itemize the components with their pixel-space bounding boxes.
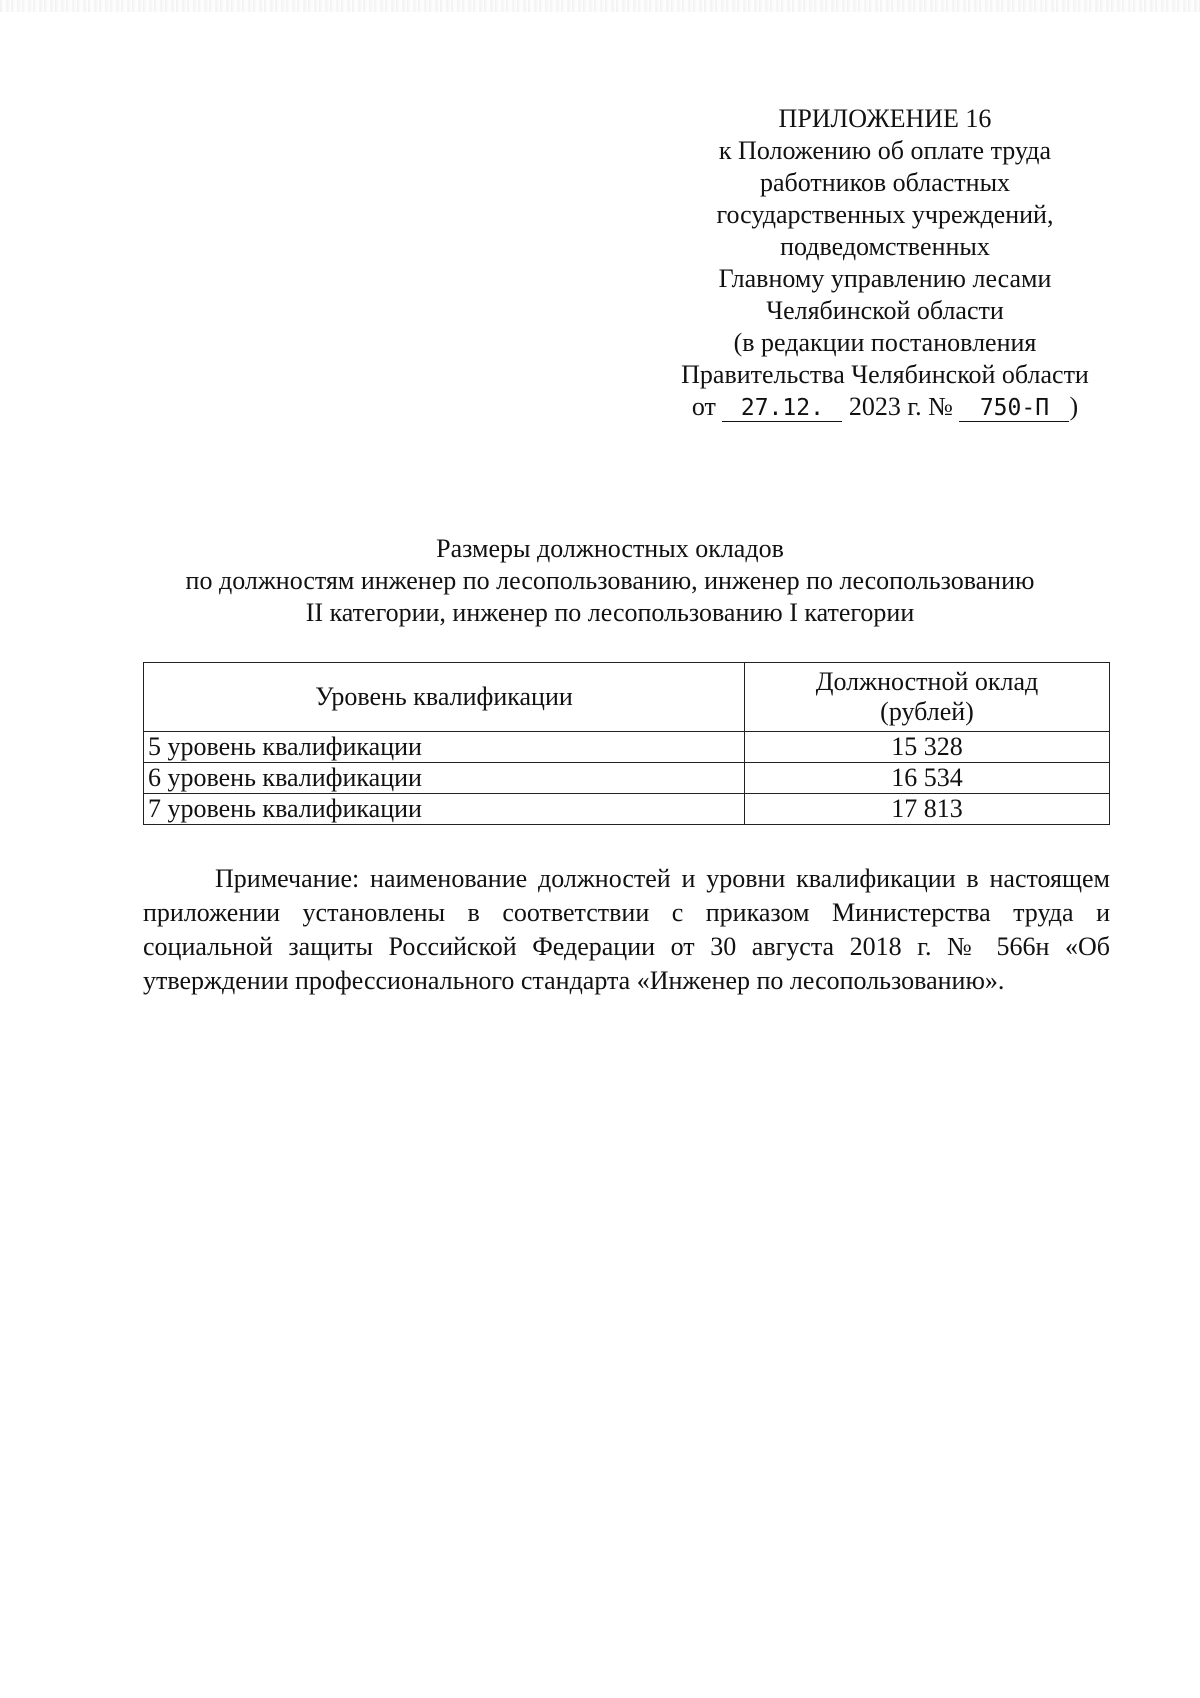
qualification-level-cell: 6 уровень квалификации	[144, 763, 745, 794]
header-salary-unit: (рублей)	[880, 697, 974, 726]
salary-amount-cell: 16 534	[745, 763, 1110, 794]
year-text: 2023 г. №	[848, 392, 953, 421]
document-heading	[120, 533, 1100, 629]
header-salary	[745, 663, 1110, 732]
resolution-number: 750-П	[959, 395, 1069, 422]
header-qualification-level: Уровень квалификации	[144, 663, 745, 732]
heading-line: по должностям инженер по лесопользованию, инженер по лесопользованию	[185, 566, 1035, 595]
heading-line: II категории, инженер по лесопользованию I категории	[305, 598, 915, 627]
appendix-line: государственных учреждений,	[716, 200, 1054, 229]
note-paragraph: Примечание: наименование должностей и уровни квалификации в настоящем приложении установлены в соответствии с приказом Министерства труда и социальной защиты Российской Федерации от 30 августа 2018 г. № 566н «Об утверждении профессионального стандарта «Инженер по лесопользованию».	[143, 864, 1110, 995]
date-value: 27.12.	[722, 395, 842, 422]
appendix-line: подведомственных	[780, 232, 990, 261]
date-prefix: от	[691, 392, 716, 421]
qualification-level-cell: 5 уровень квалификации	[144, 732, 745, 763]
scan-edge-noise	[0, 0, 1200, 12]
appendix-title: ПРИЛОЖЕНИЕ 16	[778, 104, 992, 133]
table-row	[144, 763, 1110, 794]
salary-table	[143, 662, 1110, 825]
appendix-line: Правительства Челябинской области	[681, 360, 1089, 389]
appendix-header	[640, 103, 1130, 423]
resolution-date-line	[640, 391, 1130, 423]
salary-amount-cell: 15 328	[745, 732, 1110, 763]
appendix-line: к Положению об оплате труда	[718, 136, 1052, 165]
closing-paren: )	[1069, 392, 1079, 421]
table-row	[144, 794, 1110, 825]
appendix-line: работников областных	[759, 168, 1011, 197]
appendix-line: Челябинской области	[766, 296, 1004, 325]
heading-line: Размеры должностных окладов	[436, 534, 784, 563]
header-salary-line: Должностной оклад	[815, 667, 1039, 696]
appendix-line: Главному управлению лесами	[718, 264, 1052, 293]
table-row	[144, 732, 1110, 763]
qualification-level-cell: 7 уровень квалификации	[144, 794, 745, 825]
salary-amount-cell: 17 813	[745, 794, 1110, 825]
appendix-line: (в редакции постановления	[733, 328, 1037, 357]
table-header-row	[144, 663, 1110, 732]
